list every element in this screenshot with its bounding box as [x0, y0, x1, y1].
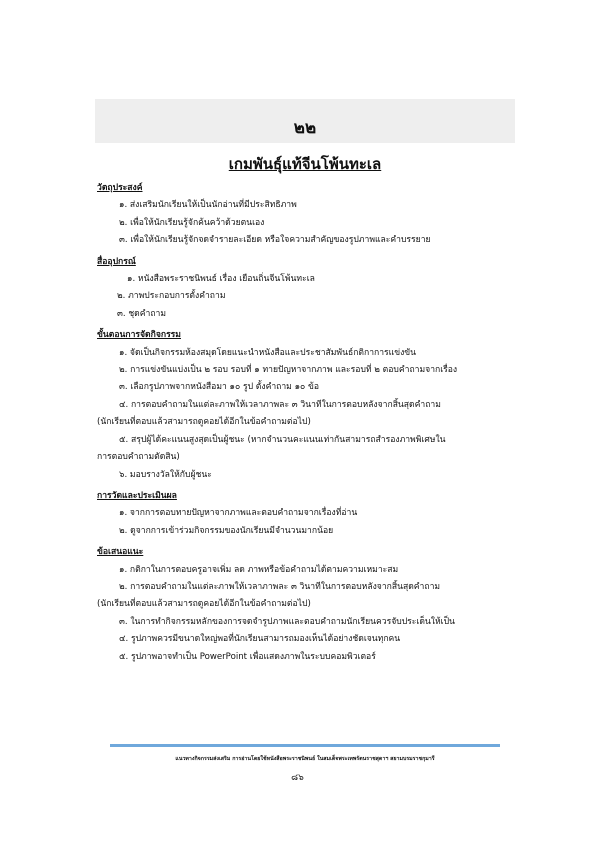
section-heading-materials: สื่ออุปกรณ์	[97, 256, 136, 267]
list-item: ๔. การตอบคำถามในแต่ละภาพให้เวลาภาพละ ๓ วินาทีในการตอบหลังจากสิ้นสุดคำถาม	[119, 399, 441, 410]
list-item: ๕. สรุปผู้ได้คะแนนสูงสุดเป็นผู้ชนะ (หากจำนวนคะแนนเท่ากันสามารถสำรองภาพพิเศษใน	[119, 434, 446, 445]
section-procedure	[97, 327, 515, 484]
chapter-number: ๒๒	[293, 118, 317, 138]
list-item: ๑. จากการตอบทายปัญหาจากภาพและตอบคำถามจากเรื่องที่อ่าน	[119, 508, 358, 519]
section-heading-objectives: วัตถุประสงค์	[97, 183, 143, 193]
list-item: ๒. ดูจากการเข้าร่วมกิจกรรมของนักเรียนมีจำนวนมากน้อย	[119, 525, 334, 536]
section-suggestions	[97, 544, 515, 666]
list-item: ๓. เลือกรูปภาพจากหนังสือมา ๑๐ รูป ตั้งคำถาม ๑๐ ข้อ	[119, 382, 320, 393]
list-item: ๓. ในการทำกิจกรรมหลักของการจดจำรูปภาพและตอบคำถามนักเรียนควรจับประเด็นให้เป็น	[119, 616, 455, 627]
section-objectives	[97, 180, 515, 250]
list-item-note: (นักเรียนที่ตอบแล้วสามารถดูคอยได้อีกในข้อคำถามต่อไป)	[97, 599, 311, 610]
list-item: ๑. ส่งเสริมนักเรียนให้เป็นนักอ่านที่มีประสิทธิภาพ	[119, 200, 297, 211]
list-item: ๑. หนังสือพระราชนิพนธ์ เรื่อง เยือนถิ่นจีนโพ้นทะเล	[127, 274, 315, 285]
list-item-continuation: การตอบคำถามตัดสิน)	[97, 452, 180, 463]
list-item: ๔. รูปภาพควรมีขนาดใหญ่พอที่นักเรียนสามารถมองเห็นได้อย่างชัดเจนทุกคน	[119, 634, 401, 645]
list-item: ๕. รูปภาพอาจทำเป็น PowerPoint เพื่อแสดงภาพในระบบคอมพิวเตอร์	[119, 651, 376, 662]
list-item: ๖. มอบรางวัลให้กับผู้ชนะ	[119, 469, 212, 480]
section-evaluation	[97, 488, 515, 540]
list-item: ๑. จัดเป็นกิจกรรมห้องสมุดโดยแนะนำหนังสือและประชาสัมพันธ์กติกาการแข่งขัน	[119, 347, 417, 358]
list-item-note: (นักเรียนที่ตอบแล้วสามารถดูคอยได้อีกในข้อคำถามต่อไป)	[97, 417, 311, 428]
section-heading-procedure: ขั้นตอนการจัดกิจกรรม	[97, 330, 181, 341]
list-item: ๒. เพื่อให้นักเรียนรู้จักค้นคว้าด้วยตนเอง	[119, 217, 265, 228]
footer-divider	[110, 744, 500, 747]
list-item: ๒. การแข่งขันแบ่งเป็น ๒ รอบ รอบที่ ๑ ทายปัญหาจากภาพ และรอบที่ ๒ ตอบคำถามจากเรื่อง	[119, 365, 458, 376]
footer-text: แนวทางกิจกรรมส่งเสริม การอ่านโดยใช้หนังสือพระราชนิพนธ์ ในสมเด็จพระเทพรัตนราชสุดาฯ สยามบรมราชกุมารี	[175, 756, 435, 762]
page-title: เกมพันธุ์แท้จีนโพ้นทะเล	[228, 155, 382, 173]
chapter-header-box	[95, 99, 515, 143]
document-body	[97, 180, 515, 666]
list-item: ๓. เพื่อให้นักเรียนรู้จักจดจำรายละเอียด หรือใจความสำคัญของรูปภาพและคำบรรยาย	[119, 235, 431, 246]
list-item: ๒. การตอบคำถามในแต่ละภาพให้เวลาภาพละ ๓ วินาทีในการตอบหลังจากสิ้นสุดคำถาม	[119, 581, 441, 592]
page-number: ๘๖	[291, 773, 304, 783]
list-item: ๑. กติกาในการตอบครูอาจเพิ่ม ลด ภาพหรือข้อคำถามได้ตามความเหมาะสม	[119, 564, 399, 575]
list-item: ๓. ชุดคำถาม	[117, 308, 167, 319]
section-heading-evaluation: การวัดและประเมินผล	[97, 490, 177, 501]
section-materials	[97, 254, 515, 324]
list-item: ๒. ภาพประกอบการตั้งคำถาม	[117, 291, 226, 302]
section-heading-suggestions: ข้อเสนอแนะ	[97, 547, 144, 558]
